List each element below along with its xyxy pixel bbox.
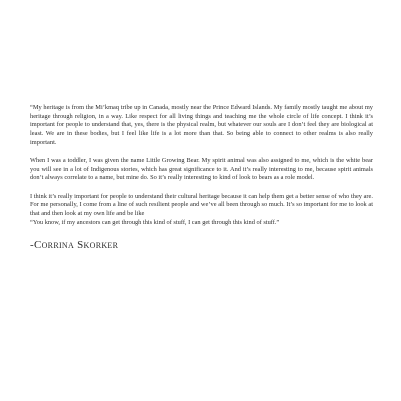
paragraph-cultural-heritage: I think it’s really important for people to understand their cultural heritage because it can help them get a better sense of who they are. For me personally, I come from a line of such resilient people and we’ve all been through so much. It’s so important for me to look at that and then look at my own life and be like <box>30 192 373 218</box>
paragraph-heritage: “My heritage is from the Mi’kmaq tribe up in Canada, mostly near the Prince Edward Islands. My family mostly taught me about my heritage through religion, in a way. Like respect for all living things and teaching me the whole circle of life concept. I think it’s important for people to understand that, yes, there is the physical realm, but whatever our souls are I don’t feel they are biological at least. We are in these bodies, but I feel like life is a lot more than that. So being able to connect to other realms is also really important. <box>30 104 373 146</box>
closing-quote: “You know, if my ancestors can get through this kind of stuff, I can get through this kind of stuff.” <box>30 218 280 226</box>
signature: -Corrina Skorker <box>30 239 119 252</box>
paragraph-spirit-animal: When I was a toddler, I was given the name Little Growing Bear. My spirit animal was also assigned to me, which is the white bear you will see in a lot of Indigenous stories, which has great significance to it. And it’s really interesting to me, because spirit animals don’t always correlate to a name, but mine do. So it’s really interesting to kind of look to bears as a role model. <box>30 157 373 182</box>
